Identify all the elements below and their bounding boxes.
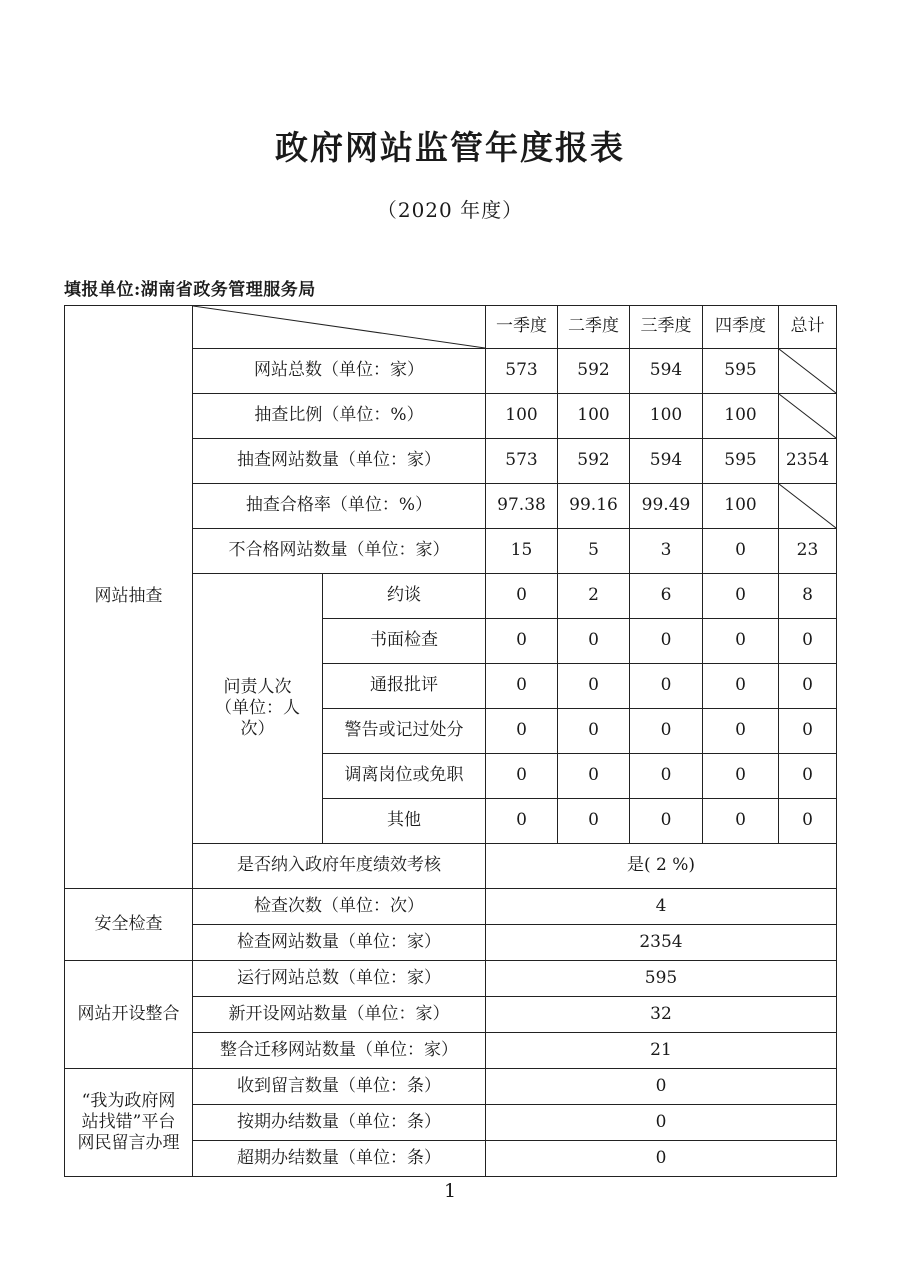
value-cell: 2: [558, 574, 630, 619]
diagonal-cell: [779, 394, 837, 439]
row-label: 通报批评: [323, 664, 486, 709]
value-cell: 0: [486, 619, 558, 664]
diagonal-line: [193, 306, 485, 348]
value-cell: 0: [486, 574, 558, 619]
section-label-line: 站找错”平台: [81, 1111, 176, 1132]
report-subtitle: （2020 年度）: [376, 198, 524, 222]
total-value-cell: 0: [779, 709, 837, 754]
row-label: 抽查比例（单位：%）: [193, 394, 486, 439]
total-value-cell: 23: [779, 529, 837, 574]
diagonal-line: [779, 484, 836, 528]
value-cell: 100: [486, 394, 558, 439]
value-cell: 3: [630, 529, 703, 574]
value-cell: 0: [486, 799, 558, 844]
value-cell: 0: [703, 709, 779, 754]
value-cell: 5: [558, 529, 630, 574]
total-value-cell: 2354: [779, 439, 837, 484]
total-value-cell: 0: [779, 754, 837, 799]
value-cell: 100: [703, 394, 779, 439]
value-cell: 0: [558, 799, 630, 844]
section-label-security-check: 安全检查: [65, 889, 193, 961]
accountability-label-line: 问责人次: [223, 676, 292, 697]
col-header-quarter-4: 四季度: [703, 306, 779, 349]
row-label: 运行网站总数（单位：家）: [193, 961, 486, 997]
section-label-website-integration: 网站开设整合: [65, 961, 193, 1069]
value-cell: 4: [486, 889, 837, 925]
row-label: 调离岗位或免职: [323, 754, 486, 799]
value-cell: 0: [486, 754, 558, 799]
total-value-cell: 0: [779, 664, 837, 709]
page-number: 1: [443, 1180, 457, 1202]
value-cell: 0: [558, 754, 630, 799]
value-cell: 0: [630, 664, 703, 709]
row-label: 整合迁移网站数量（单位：家）: [193, 1033, 486, 1069]
header-diagonal-cell: [193, 306, 486, 349]
row-label: 书面检查: [323, 619, 486, 664]
value-cell: 592: [558, 439, 630, 484]
value-cell: 15: [486, 529, 558, 574]
row-label: 网站总数（单位：家）: [193, 349, 486, 394]
annual-report-table: [64, 305, 837, 1177]
accountability-label-line: 次）: [240, 719, 275, 740]
value-cell: 是( 2 %): [486, 844, 837, 889]
value-cell: 0: [486, 664, 558, 709]
value-cell: 32: [486, 997, 837, 1033]
value-cell: 0: [703, 529, 779, 574]
row-label: 是否纳入政府年度绩效考核: [193, 844, 486, 889]
value-cell: 0: [558, 664, 630, 709]
row-label: 约谈: [323, 574, 486, 619]
section-label-line: “我为政府网: [81, 1090, 176, 1111]
value-cell: 594: [630, 439, 703, 484]
col-header-quarter-1: 一季度: [486, 306, 558, 349]
report-title: 政府网站监管年度报表: [275, 128, 625, 167]
value-cell: 0: [703, 619, 779, 664]
total-value-cell: 0: [779, 799, 837, 844]
value-cell: 0: [558, 619, 630, 664]
row-label: 抽查网站数量（单位：家）: [193, 439, 486, 484]
value-cell: 573: [486, 349, 558, 394]
section-label-line: 网民留言办理: [77, 1133, 180, 1154]
row-label: 不合格网站数量（单位：家）: [193, 529, 486, 574]
value-cell: 0: [703, 574, 779, 619]
row-label: 抽查合格率（单位：%）: [193, 484, 486, 529]
row-label: 按期办结数量（单位：条）: [193, 1105, 486, 1141]
value-cell: 100: [630, 394, 703, 439]
value-cell: 0: [703, 799, 779, 844]
value-cell: 0: [486, 709, 558, 754]
value-cell: 592: [558, 349, 630, 394]
value-cell: 0: [558, 709, 630, 754]
diagonal-cell: [779, 349, 837, 394]
value-cell: 595: [703, 349, 779, 394]
accountability-label: [193, 574, 323, 844]
value-cell: 100: [703, 484, 779, 529]
row-label: 超期办结数量（单位：条）: [193, 1141, 486, 1177]
row-label: 其他: [323, 799, 486, 844]
accountability-label-line: （单位：人: [215, 697, 300, 718]
value-cell: 0: [630, 709, 703, 754]
value-cell: 0: [703, 754, 779, 799]
col-header-quarter-3: 三季度: [630, 306, 703, 349]
diagonal-cell: [779, 484, 837, 529]
value-cell: 0: [630, 619, 703, 664]
value-cell: 594: [630, 349, 703, 394]
row-label: 新开设网站数量（单位：家）: [193, 997, 486, 1033]
value-cell: 2354: [486, 925, 837, 961]
value-cell: 100: [558, 394, 630, 439]
value-cell: 99.49: [630, 484, 703, 529]
row-label: 收到留言数量（单位：条）: [193, 1069, 486, 1105]
value-cell: 21: [486, 1033, 837, 1069]
value-cell: 595: [703, 439, 779, 484]
col-header-quarter-2: 二季度: [558, 306, 630, 349]
row-label: 检查次数（单位：次）: [193, 889, 486, 925]
value-cell: 0: [703, 664, 779, 709]
diagonal-line: [779, 394, 836, 438]
value-cell: 595: [486, 961, 837, 997]
total-value-cell: 0: [779, 619, 837, 664]
value-cell: 0: [486, 1141, 837, 1177]
section-label-message-platform: [65, 1069, 193, 1177]
row-label: 检查网站数量（单位：家）: [193, 925, 486, 961]
total-value-cell: 8: [779, 574, 837, 619]
value-cell: 99.16: [558, 484, 630, 529]
diagonal-line: [779, 349, 836, 393]
col-header-total: 总计: [779, 306, 837, 349]
value-cell: 0: [486, 1105, 837, 1141]
value-cell: 97.38: [486, 484, 558, 529]
value-cell: 0: [630, 799, 703, 844]
value-cell: 6: [630, 574, 703, 619]
row-label: 警告或记过处分: [323, 709, 486, 754]
value-cell: 573: [486, 439, 558, 484]
value-cell: 0: [486, 1069, 837, 1105]
section-label-website-sampling: 网站抽查: [65, 306, 193, 889]
value-cell: 0: [630, 754, 703, 799]
reporting-unit: 填报单位:湖南省政务管理服务局: [64, 280, 316, 300]
